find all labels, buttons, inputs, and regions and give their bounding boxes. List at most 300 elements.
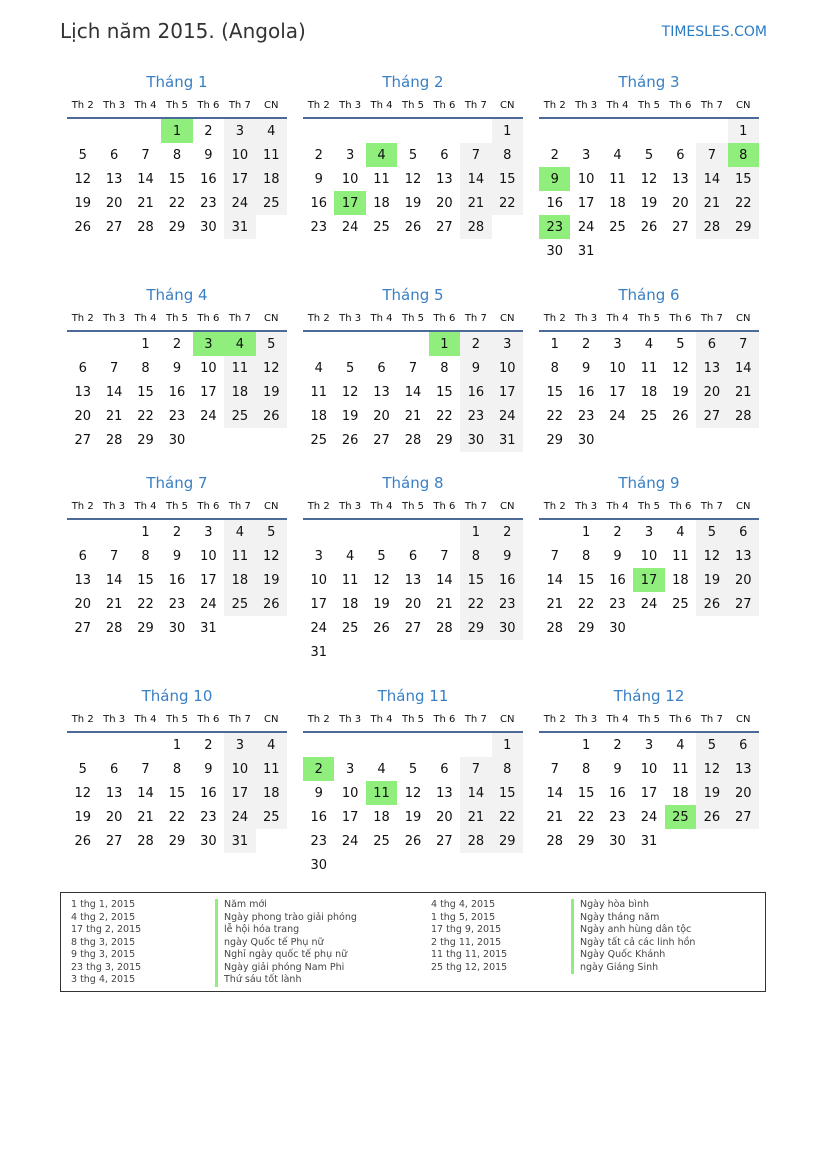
day-cell: 6 [440,761,449,777]
day-cell: 11 [341,572,359,588]
day-cell: 22 [460,592,491,616]
day-cell: 6 [440,147,449,163]
day-cell: 4 [377,761,386,777]
weekday-label: Th 6 [433,100,456,111]
day-cell: 2 [204,123,213,139]
day-cell: 10 [200,548,217,564]
weekday-header [67,307,287,332]
empty-cell [67,332,98,356]
weekday-label: Th 4 [606,714,629,725]
day-cell: 18 [373,195,390,211]
weekday-label: Th 2 [307,714,330,725]
day-cell: 30 [609,833,626,849]
day-cell: 15 [436,384,453,400]
empty-cell [366,733,397,757]
day-cell: 21 [728,380,759,404]
weekday-label: CN [500,100,515,111]
day-cell: 14 [404,384,422,400]
weekday-label: Th 4 [370,714,393,725]
day-cell: 8 [550,360,559,376]
day-cell: 21 [460,191,491,215]
weekday-header [303,708,523,733]
holiday-date: 4 thg 4, 2015 [431,899,496,910]
day-cell: 6 [109,761,119,777]
days-grid [539,733,759,853]
day-cell: 22 [546,408,563,424]
day-cell: 31 [310,644,327,660]
weekday-header [303,307,523,332]
day-cell: 6 [408,548,418,564]
empty-cell [429,520,460,544]
day-cell: 18 [256,167,287,191]
day-cell: 26 [256,592,287,616]
day-cell: 25 [256,805,287,829]
empty-cell [303,520,334,544]
empty-cell [397,733,428,757]
day-cell: 30 [609,620,626,636]
day-cell: 7 [696,143,727,167]
day-cell: 31 [224,215,255,239]
empty-cell [98,520,129,544]
day-cell: 29 [137,432,154,448]
days-grid [67,332,287,452]
day-cell: 4 [256,119,287,143]
day-cell: 21 [105,408,123,424]
weekday-label: Th 4 [134,313,157,324]
day-cell: 29 [460,616,491,640]
month-block [539,70,759,263]
day-cell: 15 [460,568,491,592]
empty-cell [539,733,570,757]
holiday-name: Ngày Quốc Khánh [571,949,695,962]
weekday-label: Th 6 [433,313,456,324]
day-cell: 3 [644,524,654,540]
day-cell: 29 [546,432,563,448]
day-cell: 9 [581,360,591,376]
empty-cell [67,733,98,757]
weekday-label: Th 6 [669,714,692,725]
day-cell: 25 [224,592,255,616]
day-cell: 4 [676,524,685,540]
day-cell: 16 [609,572,626,588]
month-block [303,70,523,239]
day-cell: 27 [74,432,91,448]
day-cell: 10 [640,548,658,564]
day-cell: 28 [137,833,154,849]
holiday-day: 1 [161,119,192,143]
day-cell: 5 [256,520,287,544]
day-cell: 18 [224,568,255,592]
day-cell: 23 [609,596,626,612]
weekday-header [67,708,287,733]
empty-cell [460,733,491,757]
day-cell: 13 [105,171,123,187]
day-cell: 27 [373,432,390,448]
day-cell: 6 [78,360,87,376]
day-cell: 7 [109,548,119,564]
weekday-label: Th 7 [464,501,487,512]
day-cell: 20 [728,568,759,592]
day-cell: 7 [728,332,759,356]
day-cell: 18 [609,195,626,211]
day-cell: 28 [696,215,727,239]
day-cell: 7 [141,147,150,163]
day-cell: 16 [310,195,327,211]
day-cell: 22 [577,596,595,612]
day-cell: 19 [256,380,287,404]
holiday-day: 3 [193,332,224,356]
day-cell: 23 [310,219,327,235]
day-cell: 26 [672,408,689,424]
day-cell: 10 [577,171,595,187]
day-cell: 22 [492,805,523,829]
day-cell: 20 [373,408,390,424]
month-block [67,684,287,853]
day-cell: 13 [728,757,759,781]
day-cell: 4 [613,147,622,163]
day-cell: 29 [137,620,154,636]
day-cell: 15 [137,384,154,400]
day-cell: 27 [436,833,453,849]
weekday-label: Th 2 [307,501,330,512]
day-cell: 30 [168,620,186,636]
day-cell: 4 [256,733,287,757]
weekday-label: Th 2 [71,501,94,512]
day-cell: 27 [105,219,123,235]
weekday-label: Th 2 [543,100,566,111]
page-title: Lịch năm 2015. (Angola) [60,19,306,43]
day-cell: 14 [137,171,154,187]
holiday-date: 17 thg 9, 2015 [431,924,502,935]
empty-cell [130,733,161,757]
weekday-label: CN [264,714,279,725]
day-cell: 20 [105,809,123,825]
days-grid [303,733,523,877]
day-cell: 1 [581,524,591,540]
day-cell: 13 [404,572,422,588]
day-cell: 10 [224,757,255,781]
day-cell: 14 [546,785,563,801]
day-cell: 5 [676,336,685,352]
day-cell: 3 [492,332,523,356]
weekday-label: Th 7 [228,714,251,725]
day-cell: 8 [460,544,491,568]
holiday-name: ngày Quốc tế Phụ nữ [215,937,357,950]
empty-cell [130,119,161,143]
weekday-label: Th 2 [71,100,94,111]
day-cell: 3 [644,737,654,753]
day-cell: 21 [137,809,154,825]
day-cell: 10 [492,356,523,380]
weekday-label: Th 6 [197,100,220,111]
empty-cell [397,332,428,356]
day-cell: 16 [310,809,327,825]
weekday-label: Th 5 [401,714,424,725]
day-cell: 9 [204,761,213,777]
empty-cell [303,332,334,356]
day-cell: 31 [640,833,658,849]
day-cell: 14 [460,167,491,191]
empty-cell [98,332,129,356]
day-cell: 11 [224,544,255,568]
holiday-date: 4 thg 2, 2015 [71,911,136,923]
day-cell: 24 [640,809,658,825]
day-cell: 3 [204,524,213,540]
holiday-name: Thứ sáu tốt lành [215,974,357,987]
day-cell: 13 [74,384,91,400]
day-cell: 26 [256,404,287,428]
brand-link[interactable]: TIMESLES.COM [661,24,767,40]
weekday-label: Th 2 [71,313,94,324]
weekday-label: Th 3 [575,501,598,512]
weekday-label: Th 7 [228,501,251,512]
weekday-label: Th 7 [700,714,723,725]
day-cell: 21 [546,809,563,825]
day-cell: 10 [640,761,658,777]
weekday-label: Th 2 [543,714,566,725]
day-cell: 5 [696,733,727,757]
weekday-label: Th 6 [197,313,220,324]
day-cell: 2 [581,336,591,352]
holiday-date: 3 thg 4, 2015 [71,974,136,985]
day-cell: 7 [550,761,559,777]
weekday-label: Th 3 [103,100,126,111]
day-cell: 13 [105,785,123,801]
weekday-label: Th 6 [433,501,456,512]
day-cell: 19 [640,195,658,211]
day-cell: 30 [460,428,491,452]
day-cell: 4 [314,360,323,376]
day-cell: 22 [168,195,186,211]
day-cell: 1 [581,737,591,753]
day-cell: 22 [436,408,453,424]
day-cell: 13 [74,572,91,588]
day-cell: 1 [728,119,759,143]
day-cell: 27 [436,219,453,235]
day-cell: 24 [577,219,595,235]
day-cell: 28 [105,620,123,636]
day-cell: 12 [74,785,91,801]
day-cell: 5 [644,147,654,163]
day-cell: 6 [377,360,386,376]
days-grid [67,520,287,640]
day-cell: 15 [577,572,595,588]
empty-cell [665,119,696,143]
day-cell: 3 [613,336,622,352]
day-cell: 8 [492,143,523,167]
month-title: Tháng 8 [382,474,444,492]
weekday-label: Th 5 [165,501,188,512]
day-cell: 28 [137,219,154,235]
holiday-date: 23 thg 3, 2015 [71,961,142,973]
weekday-label: Th 3 [103,714,126,725]
day-cell: 5 [377,548,386,564]
weekday-label: Th 3 [575,313,598,324]
day-cell: 18 [224,380,255,404]
weekday-label: Th 4 [370,100,393,111]
day-cell: 27 [696,404,727,428]
day-cell: 16 [492,568,523,592]
month-title: Tháng 9 [618,474,680,492]
day-cell: 23 [460,404,491,428]
day-cell: 19 [696,781,727,805]
day-cell: 11 [373,171,390,187]
empty-cell [303,733,334,757]
weekday-label: Th 6 [669,313,692,324]
day-cell: 16 [168,384,186,400]
day-cell: 11 [672,761,689,777]
day-cell: 20 [672,195,689,211]
holiday-name: Ngày giải phóng Nam Phi [215,962,357,975]
day-cell: 28 [728,404,759,428]
holiday-name: Ngày tháng năm [571,912,695,925]
day-cell: 21 [404,408,422,424]
day-cell: 4 [644,336,654,352]
day-cell: 28 [436,620,453,636]
empty-cell [397,119,428,143]
day-cell: 13 [672,171,689,187]
holiday-date: 8 thg 3, 2015 [71,936,136,948]
day-cell: 15 [492,167,523,191]
month-block [539,283,759,452]
day-cell: 16 [200,171,217,187]
holiday-day: 17 [334,191,365,215]
day-cell: 26 [74,219,91,235]
holiday-date: 11 thg 11, 2015 [431,949,508,960]
holiday-day: 4 [366,143,397,167]
weekday-label: CN [500,313,515,324]
day-cell: 20 [105,195,123,211]
day-cell: 10 [200,360,217,376]
weekday-header [539,495,759,520]
day-cell: 17 [609,384,626,400]
day-cell: 12 [696,544,727,568]
day-cell: 7 [460,757,491,781]
day-cell: 9 [460,356,491,380]
day-cell: 15 [492,781,523,805]
day-cell: 16 [546,195,563,211]
weekday-header [539,94,759,119]
empty-cell [67,520,98,544]
days-grid [539,119,759,263]
day-cell: 21 [436,596,453,612]
day-cell: 27 [74,620,91,636]
weekday-label: Th 3 [339,100,362,111]
day-cell: 7 [460,143,491,167]
day-cell: 9 [613,548,622,564]
day-cell: 2 [492,520,523,544]
day-cell: 26 [696,805,727,829]
month-block [303,684,523,877]
holiday-day: 23 [539,215,570,239]
day-cell: 15 [577,785,595,801]
day-cell: 21 [137,195,154,211]
day-cell: 28 [546,833,563,849]
day-cell: 18 [672,572,689,588]
day-cell: 16 [577,384,595,400]
weekday-header [303,94,523,119]
day-cell: 2 [460,332,491,356]
day-cell: 19 [74,809,91,825]
day-cell: 31 [200,620,217,636]
holiday-name: Nghỉ ngày quốc tế phụ nữ [215,949,357,962]
month-block [539,684,759,853]
day-cell: 11 [609,171,626,187]
day-cell: 15 [168,785,186,801]
weekday-header [303,495,523,520]
day-cell: 17 [224,781,255,805]
day-cell: 15 [728,167,759,191]
day-cell: 3 [345,761,355,777]
day-cell: 31 [224,829,255,853]
day-cell: 10 [224,143,255,167]
empty-cell [570,119,601,143]
days-grid [539,520,759,640]
day-cell: 13 [696,356,727,380]
day-cell: 17 [492,380,523,404]
day-cell: 29 [492,829,523,853]
empty-cell [539,520,570,544]
weekday-label: Th 4 [134,501,157,512]
day-cell: 17 [640,785,658,801]
day-cell: 23 [200,809,217,825]
weekday-label: Th 5 [401,100,424,111]
holiday-date: 1 thg 1, 2015 [71,899,136,910]
weekday-label: CN [736,313,751,324]
month-block [303,471,523,664]
day-cell: 20 [436,195,453,211]
day-cell: 1 [141,524,150,540]
month-block [67,283,287,452]
month-title: Tháng 1 [146,73,208,91]
weekday-header [539,307,759,332]
day-cell: 28 [460,215,491,239]
weekday-label: Th 4 [606,313,629,324]
day-cell: 22 [168,809,186,825]
weekday-label: Th 6 [197,501,220,512]
day-cell: 25 [672,596,689,612]
month-title: Tháng 12 [613,687,685,705]
day-cell: 5 [696,520,727,544]
weekday-header [67,94,287,119]
day-cell: 16 [609,785,626,801]
day-cell: 30 [168,432,186,448]
day-cell: 30 [577,432,595,448]
weekday-label: Th 5 [637,714,660,725]
day-cell: 14 [546,572,563,588]
day-cell: 22 [137,596,154,612]
day-cell: 14 [696,167,727,191]
month-title: Tháng 7 [146,474,208,492]
day-cell: 19 [74,195,91,211]
weekday-label: Th 2 [543,313,566,324]
weekday-label: Th 7 [228,313,251,324]
day-cell: 29 [168,219,186,235]
day-cell: 6 [728,520,759,544]
day-cell: 19 [404,195,422,211]
day-cell: 7 [440,548,449,564]
day-cell: 26 [404,833,422,849]
month-title: Tháng 6 [618,286,680,304]
day-cell: 5 [408,761,418,777]
day-cell: 24 [224,191,255,215]
day-cell: 13 [436,171,453,187]
day-cell: 12 [404,785,422,801]
day-cell: 24 [341,833,359,849]
day-cell: 13 [728,544,759,568]
day-cell: 28 [105,432,123,448]
weekday-label: Th 2 [71,714,94,725]
